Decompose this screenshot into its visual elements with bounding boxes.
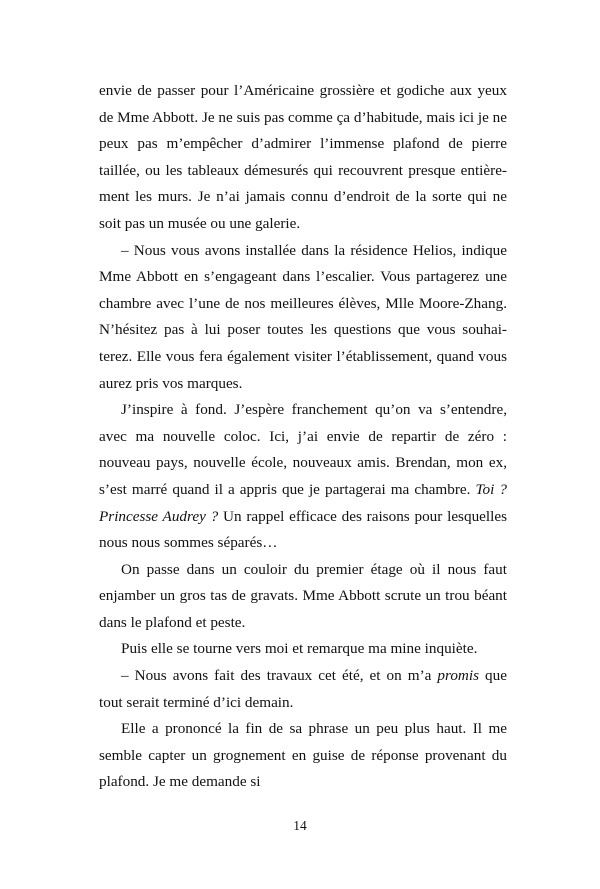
paragraph-3: J’inspire à fond. J’espère franchement qu’on va s’entendre, avec ma nouvelle coloc. Ici, j’ai envie de repartir de zéro : nouveau pays, nouvelle école, nouveaux amis. Brendan, mon ex, s’est marré quand il a appris que je partagerai ma chambre. Toi ? Princesse Audrey ? Un rappel efficace des raisons pour lesquelles nous nous sommes séparés… [99, 401, 507, 552]
italic-run: Toi ? Princesse Audrey ? [99, 480, 507, 525]
italic-run: promis [437, 667, 480, 685]
paragraph-4: On passe dans un couloir du premier étage où il nous faut enjamber un gros tas de gravats. Mme Abbott scrute un trou béant dans le plafond et peste. [99, 560, 507, 631]
paragraph-5: Puis elle se tourne vers moi et remarque ma mine inquiète. [121, 640, 478, 658]
body-text-column [99, 78, 507, 796]
paragraph-1: envie de passer pour l’Américaine grossière et godiche aux yeux de Mme Abbott. Je ne suis pas comme ça d’habitude, mais ici je ne peux pas m’empêcher d’admirer l’immense plafond de pierre taillée, ou les tableaux démesurés qui recouvrent presque entière-ment les murs. Je n’ai jamais connu d’endroit de la sorte qui ne soit pas un musée ou une galerie. [99, 82, 507, 232]
paragraph-7: Elle a prononcé la fin de sa phrase un peu plus haut. Il me semble capter un grognement en guise de réponse provenant du plafond. Je me demande si [99, 720, 507, 791]
page-number: 14 [293, 818, 307, 833]
paragraph-2: – Nous vous avons installée dans la résidence Helios, indique Mme Abbott en s’engageant dans l’escalier. Vous partagerez une chambre avec l’une de nos meilleures élèves, Mlle Moore-Zhang. N’hésitez pas à lui poser toutes les questions que vous souhai-terez. Elle vous fera également visiter l’établissement, quand vous aurez pris vos marques. [99, 241, 507, 392]
paragraph-6: – Nous avons fait des travaux cet été, et on m’a promis que tout serait terminé d’ici demain. [99, 667, 507, 711]
